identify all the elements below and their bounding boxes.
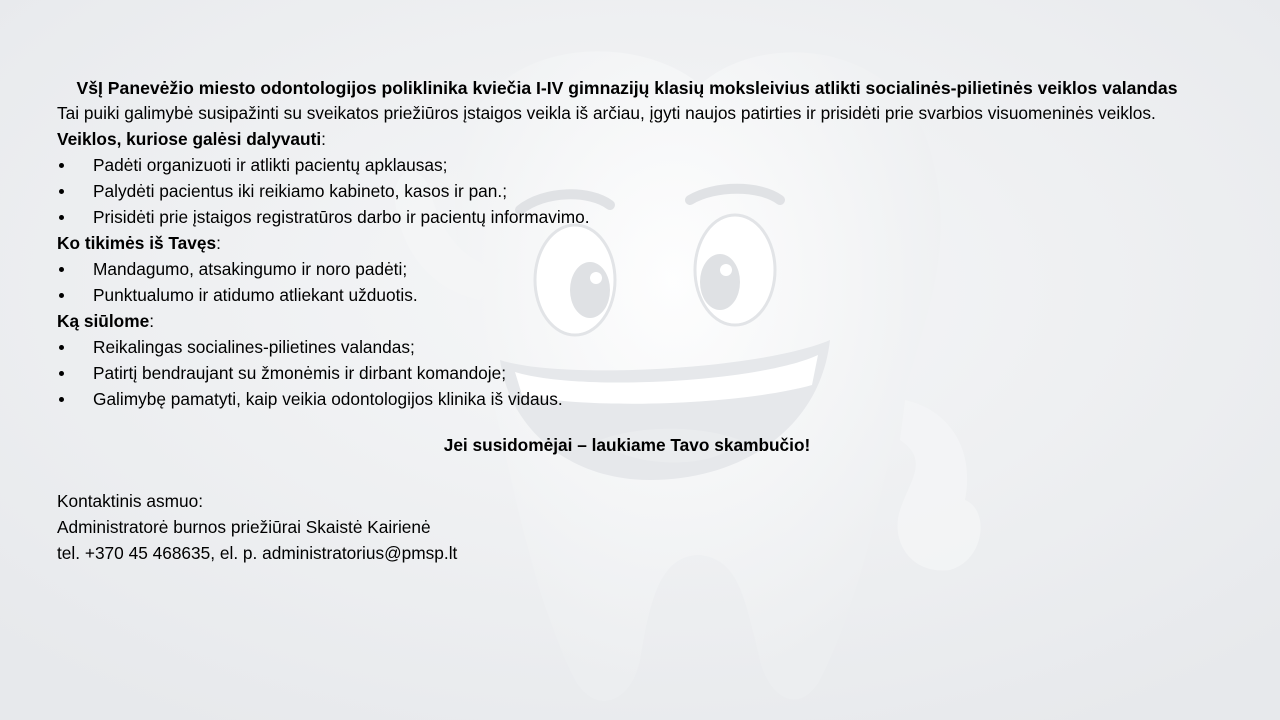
bullet-icon (59, 267, 64, 272)
list-item (57, 282, 1197, 308)
list-item-text: Mandagumo, atsakingumo ir noro padėti; (93, 259, 408, 279)
list-item-text: Padėti organizuoti ir atlikti pacientų apklausas; (93, 155, 448, 175)
section-heading (57, 308, 1197, 334)
contact-block (57, 488, 1197, 566)
list-item-text: Galimybę pamatyti, kaip veikia odontologijos klinika iš vidaus. (93, 389, 563, 409)
list-item (57, 256, 1197, 282)
section-heading (57, 126, 1197, 152)
list-item-text: Palydėti pacientus iki reikiamo kabineto, kasos ir pan.; (93, 181, 507, 201)
section-heading (57, 230, 1197, 256)
bullet-icon (59, 163, 64, 168)
list-item (57, 152, 1197, 178)
list-item (57, 204, 1197, 230)
bullet-list (57, 334, 1197, 412)
section-activities (57, 126, 1197, 230)
bullet-icon (59, 215, 64, 220)
list-item (57, 334, 1197, 360)
heading-colon: : (149, 311, 155, 331)
intro-text: Tai puiki galimybė susipažinti su sveikatos priežiūros įstaigos veikla iš arčiau, įgyti naujos patirties ir prisidėti prie svarbios visuomeninės veiklos. (57, 103, 1156, 123)
section-heading-text: Veiklos, kuriose galėsi dalyvauti (57, 129, 322, 149)
list-item (57, 360, 1197, 386)
bullet-icon (59, 371, 64, 376)
contact-person: Administratorė burnos priežiūrai Skaistė Kairienė (57, 517, 431, 537)
list-item-text: Prisidėti prie įstaigos registratūros darbo ir pacientų informavimo. (93, 207, 590, 227)
section-expectations (57, 230, 1197, 308)
bullet-list (57, 152, 1197, 230)
bullet-icon (59, 189, 64, 194)
contact-label: Kontaktinis asmuo: (57, 491, 204, 511)
list-item-text: Punktualumo ir atidumo atliekant užduotis. (93, 285, 418, 305)
contact-details: tel. +370 45 468635, el. p. administratorius@pmsp.lt (57, 543, 458, 563)
bullet-icon (59, 293, 64, 298)
list-item-text: Reikalingas socialines-pilietines valandas; (93, 337, 415, 357)
list-item-text: Patirtį bendraujant su žmonėmis ir dirbant komandoje; (93, 363, 507, 383)
list-item (57, 178, 1197, 204)
heading-colon: : (216, 233, 221, 253)
section-offer (57, 308, 1197, 412)
section-heading-text: Ką siūlome (57, 311, 150, 331)
page-title: VšĮ Panevėžio miesto odontologijos poliklinika kviečia I-IV gimnazijų klasių moksleivius atlikti socialinės-pilietinės veiklos valandas (76, 78, 1178, 98)
list-item (57, 386, 1197, 412)
call-to-action: Jei susidomėjai – laukiame Tavo skambučio! (443, 435, 811, 455)
notice-content (57, 75, 1197, 566)
section-heading-text: Ko tikimės iš Tavęs (57, 233, 217, 253)
heading-colon: : (321, 129, 326, 149)
bullet-list (57, 256, 1197, 308)
bullet-icon (59, 345, 64, 350)
bullet-icon (59, 397, 64, 402)
